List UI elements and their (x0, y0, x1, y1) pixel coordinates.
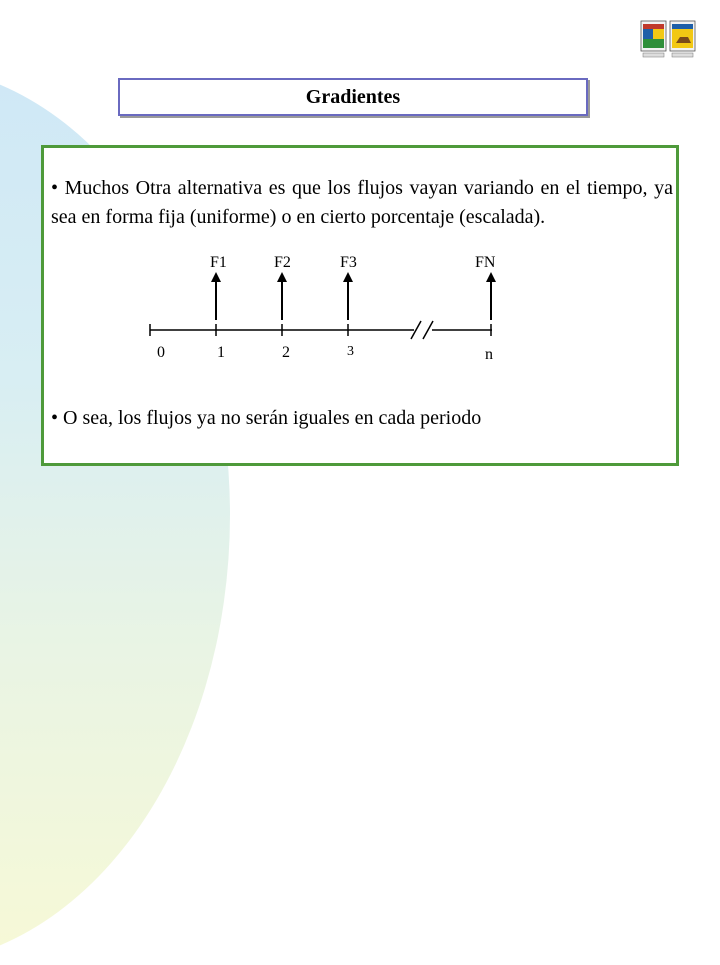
period-label-n: n (485, 346, 493, 363)
period-label-0: 0 (157, 344, 165, 361)
flow-label-f2: F2 (274, 254, 291, 271)
flow-label-f3: F3 (340, 254, 357, 271)
flow-label-f1: F1 (210, 254, 227, 271)
slide-title: Gradientes (305, 85, 401, 108)
period-label-3: 3 (347, 344, 354, 359)
bullet-text-2: • O sea, los flujos ya no serán iguales en cada periodo (51, 407, 482, 429)
period-label-2: 2 (282, 344, 290, 361)
flow-label-fn: FN (475, 254, 496, 271)
period-label-1: 1 (217, 344, 225, 361)
axis-break-mark-2 (423, 321, 433, 339)
bullet-text-1: • Muchos Otra alternativa es que los flujos vayan variando en el tiempo, ya sea en forma fija (uniforme) o en cierto porcentaje (escalada). (51, 177, 673, 228)
